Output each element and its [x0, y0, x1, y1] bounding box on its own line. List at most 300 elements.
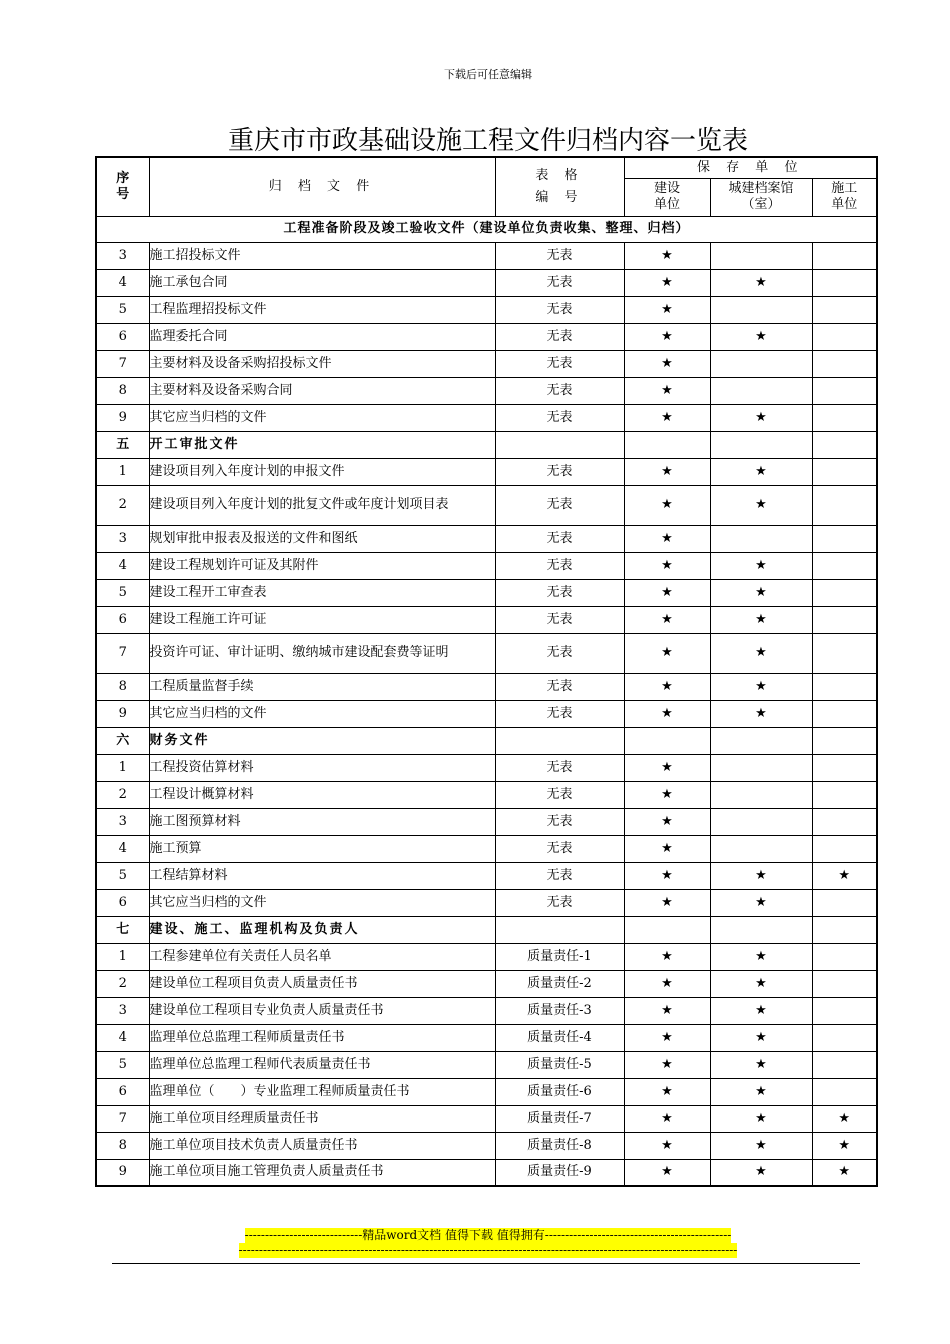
keep-construct-cell — [812, 835, 877, 862]
keep-build-cell — [624, 1024, 710, 1051]
keep-construct-cell — [812, 1159, 877, 1186]
row-form-number: 无表 — [495, 269, 624, 296]
keep-build-cell — [624, 350, 710, 377]
keep-build-cell — [624, 1105, 710, 1132]
star-icon: ★ — [755, 1110, 767, 1126]
row-number: 2 — [96, 970, 149, 997]
row-form-number: 无表 — [495, 323, 624, 350]
section-empty-cell — [624, 916, 710, 943]
keep-archive-cell — [710, 525, 812, 552]
star-icon: ★ — [838, 1110, 851, 1126]
keep-construct-cell — [812, 1078, 877, 1105]
section-empty-cell — [812, 431, 877, 458]
table-row — [96, 1024, 877, 1051]
keep-construct-cell — [812, 943, 877, 970]
keep-construct-cell — [812, 808, 877, 835]
header-keep: 保 存 单 位 — [624, 157, 877, 178]
section-title: 开工审批文件 — [149, 431, 495, 458]
section-title: 建设、施工、监理机构及负责人 — [149, 916, 495, 943]
star-icon: ★ — [661, 530, 673, 546]
keep-build-cell — [624, 1159, 710, 1186]
star-icon: ★ — [661, 948, 673, 964]
keep-build-cell — [624, 269, 710, 296]
star-icon: ★ — [661, 1029, 673, 1045]
row-number: 4 — [96, 269, 149, 296]
keep-archive-cell — [710, 1078, 812, 1105]
table-row — [96, 862, 877, 889]
keep-construct-cell — [812, 458, 877, 485]
keep-archive-cell — [710, 1159, 812, 1186]
row-number: 6 — [96, 889, 149, 916]
keep-archive-cell — [710, 242, 812, 269]
row-number: 1 — [96, 943, 149, 970]
table-row — [96, 350, 877, 377]
keep-build-cell — [624, 579, 710, 606]
bottom-rule — [112, 1263, 860, 1264]
header-seq-1: 序 — [116, 170, 130, 186]
keep-build-cell — [624, 323, 710, 350]
table-row — [96, 552, 877, 579]
star-icon: ★ — [661, 301, 673, 317]
row-number: 9 — [96, 700, 149, 727]
star-icon: ★ — [755, 274, 767, 290]
section-row — [96, 727, 877, 754]
keep-build-cell — [624, 808, 710, 835]
keep-construct-cell — [812, 377, 877, 404]
star-icon: ★ — [661, 759, 673, 775]
keep-build-cell — [624, 781, 710, 808]
row-number: 2 — [96, 781, 149, 808]
table-row — [96, 377, 877, 404]
keep-construct-cell — [812, 1132, 877, 1159]
keep-build-cell — [624, 404, 710, 431]
row-form-number: 质量责任-7 — [495, 1105, 624, 1132]
keep-build-cell — [624, 525, 710, 552]
header-unit-build-2: 单位 — [653, 197, 680, 212]
row-form-number: 无表 — [495, 754, 624, 781]
section-title: 财务文件 — [149, 727, 495, 754]
row-number: 4 — [96, 552, 149, 579]
row-form-number: 无表 — [495, 525, 624, 552]
row-form-number: 无表 — [495, 404, 624, 431]
row-form-number: 无表 — [495, 700, 624, 727]
table-row — [96, 835, 877, 862]
row-number: 3 — [96, 997, 149, 1024]
row-form-number: 质量责任-5 — [495, 1051, 624, 1078]
star-icon: ★ — [661, 840, 673, 856]
keep-build-cell — [624, 377, 710, 404]
keep-build-cell — [624, 1132, 710, 1159]
keep-construct-cell — [812, 781, 877, 808]
row-form-number: 无表 — [495, 606, 624, 633]
row-document: 工程结算材料 — [149, 862, 495, 889]
row-document: 其它应当归档的文件 — [149, 404, 495, 431]
star-icon: ★ — [755, 1029, 767, 1045]
keep-archive-cell — [710, 552, 812, 579]
table-row — [96, 485, 877, 525]
keep-archive-cell — [710, 1051, 812, 1078]
header-form-2: 编 号 — [535, 189, 584, 205]
keep-archive-cell — [710, 269, 812, 296]
header-unit-archive — [710, 178, 812, 216]
section-empty-cell — [624, 431, 710, 458]
star-icon: ★ — [661, 1002, 673, 1018]
section-empty-cell — [710, 916, 812, 943]
star-icon: ★ — [661, 611, 673, 627]
top-note: 下载后可任意编辑 — [444, 68, 532, 81]
row-form-number: 质量责任-2 — [495, 970, 624, 997]
keep-construct-cell — [812, 350, 877, 377]
row-document: 工程参建单位有关责任人员名单 — [149, 943, 495, 970]
star-icon: ★ — [661, 584, 673, 600]
table-row — [96, 242, 877, 269]
table-row — [96, 296, 877, 323]
table-row — [96, 633, 877, 673]
star-icon: ★ — [838, 867, 851, 883]
row-document: 其它应当归档的文件 — [149, 889, 495, 916]
row-document: 施工承包合同 — [149, 269, 495, 296]
star-icon: ★ — [661, 1164, 673, 1180]
row-document: 工程设计概算材料 — [149, 781, 495, 808]
table-row — [96, 943, 877, 970]
row-form-number: 无表 — [495, 458, 624, 485]
keep-build-cell — [624, 552, 710, 579]
section-empty-cell — [710, 431, 812, 458]
keep-archive-cell — [710, 862, 812, 889]
keep-construct-cell — [812, 485, 877, 525]
keep-construct-cell — [812, 889, 877, 916]
table-row — [96, 269, 877, 296]
keep-archive-cell — [710, 808, 812, 835]
table-row — [96, 323, 877, 350]
star-icon: ★ — [755, 705, 767, 721]
star-icon: ★ — [755, 611, 767, 627]
keep-build-cell — [624, 862, 710, 889]
row-document: 投资许可证、审计证明、缴纳城市建设配套费等证明 — [149, 633, 495, 673]
star-icon: ★ — [661, 247, 673, 263]
row-form-number: 无表 — [495, 633, 624, 673]
section-empty-cell — [495, 916, 624, 943]
keep-build-cell — [624, 673, 710, 700]
row-number: 5 — [96, 1051, 149, 1078]
archive-table-body — [96, 157, 877, 1186]
keep-construct-cell — [812, 700, 877, 727]
keep-construct-cell — [812, 323, 877, 350]
row-number: 1 — [96, 458, 149, 485]
table-row — [96, 606, 877, 633]
keep-archive-cell — [710, 997, 812, 1024]
table-row — [96, 458, 877, 485]
star-icon: ★ — [661, 409, 673, 425]
keep-build-cell — [624, 458, 710, 485]
keep-construct-cell — [812, 754, 877, 781]
section-number: 五 — [96, 431, 149, 458]
row-document: 建设项目列入年度计划的申报文件 — [149, 458, 495, 485]
table-row — [96, 700, 877, 727]
table-row — [96, 889, 877, 916]
table-row — [96, 970, 877, 997]
row-form-number: 质量责任-8 — [495, 1132, 624, 1159]
section-row — [96, 916, 877, 943]
row-number: 5 — [96, 862, 149, 889]
row-number: 7 — [96, 350, 149, 377]
star-icon: ★ — [755, 948, 767, 964]
keep-archive-cell — [710, 377, 812, 404]
keep-archive-cell — [710, 296, 812, 323]
row-number: 7 — [96, 633, 149, 673]
row-number: 2 — [96, 485, 149, 525]
row-form-number: 无表 — [495, 242, 624, 269]
keep-construct-cell — [812, 1105, 877, 1132]
table-row — [96, 1078, 877, 1105]
archive-table — [95, 156, 878, 1187]
keep-construct-cell — [812, 970, 877, 997]
star-icon: ★ — [661, 705, 673, 721]
row-form-number: 无表 — [495, 377, 624, 404]
star-icon: ★ — [755, 867, 767, 883]
star-icon: ★ — [755, 645, 767, 660]
table-row — [96, 579, 877, 606]
stage-title: 工程准备阶段及竣工验收文件（建设单位负责收集、整理、归档） — [96, 216, 877, 242]
row-form-number: 无表 — [495, 808, 624, 835]
keep-archive-cell — [710, 970, 812, 997]
keep-construct-cell — [812, 862, 877, 889]
page-title: 重庆市市政基础设施工程文件归档内容一览表 — [227, 126, 748, 156]
keep-build-cell — [624, 970, 710, 997]
header-unit-archive-1: 城建档案馆 — [728, 181, 794, 196]
keep-archive-cell — [710, 673, 812, 700]
star-icon: ★ — [755, 1164, 767, 1180]
row-number: 4 — [96, 1024, 149, 1051]
keep-build-cell — [624, 242, 710, 269]
section-empty-cell — [495, 431, 624, 458]
star-icon: ★ — [755, 1083, 767, 1099]
row-document: 施工单位项目经理质量责任书 — [149, 1105, 495, 1132]
row-form-number: 质量责任-4 — [495, 1024, 624, 1051]
row-form-number: 无表 — [495, 673, 624, 700]
keep-archive-cell — [710, 404, 812, 431]
table-row — [96, 404, 877, 431]
row-document: 建设单位工程项目负责人质量责任书 — [149, 970, 495, 997]
star-icon: ★ — [755, 1137, 767, 1153]
keep-archive-cell — [710, 350, 812, 377]
star-icon: ★ — [755, 497, 767, 512]
keep-archive-cell — [710, 754, 812, 781]
row-document: 施工预算 — [149, 835, 495, 862]
row-form-number: 无表 — [495, 781, 624, 808]
star-icon: ★ — [661, 786, 673, 802]
star-icon: ★ — [661, 328, 673, 344]
row-document: 规划审批申报表及报送的文件和图纸 — [149, 525, 495, 552]
star-icon: ★ — [755, 975, 767, 991]
row-number: 9 — [96, 404, 149, 431]
keep-archive-cell — [710, 943, 812, 970]
row-number: 9 — [96, 1159, 149, 1186]
row-number: 5 — [96, 296, 149, 323]
table-row — [96, 754, 877, 781]
star-icon: ★ — [755, 557, 767, 573]
footer — [0, 1228, 950, 1258]
row-number: 6 — [96, 1078, 149, 1105]
row-number: 3 — [96, 242, 149, 269]
star-icon: ★ — [755, 328, 767, 344]
header-form-1: 表 格 — [535, 167, 584, 183]
keep-archive-cell — [710, 1132, 812, 1159]
footer-line-2: --------------------------------------------------------------------------------------------------------------------------- — [238, 1243, 738, 1257]
header-unit-construct-2: 单位 — [831, 197, 858, 212]
star-icon: ★ — [661, 355, 673, 371]
section-empty-cell — [812, 727, 877, 754]
keep-construct-cell — [812, 404, 877, 431]
keep-build-cell — [624, 1078, 710, 1105]
row-form-number: 无表 — [495, 862, 624, 889]
row-number: 7 — [96, 1105, 149, 1132]
star-icon: ★ — [661, 274, 673, 290]
row-form-number: 无表 — [495, 579, 624, 606]
row-form-number: 无表 — [495, 835, 624, 862]
star-icon: ★ — [838, 1137, 851, 1153]
star-icon: ★ — [661, 382, 673, 398]
header-seq-2: 号 — [116, 186, 130, 202]
keep-construct-cell — [812, 673, 877, 700]
table-row — [96, 673, 877, 700]
table-row — [96, 525, 877, 552]
keep-build-cell — [624, 1051, 710, 1078]
star-icon: ★ — [838, 1164, 851, 1180]
section-empty-cell — [495, 727, 624, 754]
star-icon: ★ — [755, 463, 767, 479]
row-document: 工程质量监督手续 — [149, 673, 495, 700]
row-document: 建设工程开工审查表 — [149, 579, 495, 606]
row-document: 监理单位（ ）专业监理工程师质量责任书 — [149, 1078, 495, 1105]
keep-archive-cell — [710, 889, 812, 916]
keep-archive-cell — [710, 1105, 812, 1132]
keep-build-cell — [624, 943, 710, 970]
star-icon: ★ — [755, 1056, 767, 1072]
row-form-number: 无表 — [495, 552, 624, 579]
row-document: 其它应当归档的文件 — [149, 700, 495, 727]
section-empty-cell — [812, 916, 877, 943]
star-icon: ★ — [661, 1056, 673, 1072]
keep-construct-cell — [812, 552, 877, 579]
row-form-number: 质量责任-1 — [495, 943, 624, 970]
row-document: 监理委托合同 — [149, 323, 495, 350]
row-number: 6 — [96, 323, 149, 350]
keep-archive-cell — [710, 458, 812, 485]
keep-archive-cell — [710, 835, 812, 862]
keep-construct-cell — [812, 525, 877, 552]
table-row — [96, 808, 877, 835]
header-form — [495, 157, 624, 216]
row-document: 工程监理招投标文件 — [149, 296, 495, 323]
row-number: 8 — [96, 1132, 149, 1159]
keep-build-cell — [624, 997, 710, 1024]
header-unit-build — [624, 178, 710, 216]
row-number: 6 — [96, 606, 149, 633]
keep-construct-cell — [812, 579, 877, 606]
star-icon: ★ — [661, 894, 673, 910]
star-icon: ★ — [755, 894, 767, 910]
table-row — [96, 1159, 877, 1186]
star-icon: ★ — [661, 678, 673, 694]
star-icon: ★ — [755, 1002, 767, 1018]
row-document: 主要材料及设备采购合同 — [149, 377, 495, 404]
keep-archive-cell — [710, 700, 812, 727]
star-icon: ★ — [661, 497, 673, 512]
keep-build-cell — [624, 633, 710, 673]
row-document: 建设项目列入年度计划的批复文件或年度计划项目表 — [149, 485, 495, 525]
table-row — [96, 781, 877, 808]
header-doc: 归 档 文 件 — [149, 157, 495, 216]
stage-row — [96, 216, 877, 242]
keep-archive-cell — [710, 606, 812, 633]
row-form-number: 无表 — [495, 296, 624, 323]
row-document: 主要材料及设备采购招投标文件 — [149, 350, 495, 377]
keep-archive-cell — [710, 579, 812, 606]
row-number: 3 — [96, 525, 149, 552]
keep-construct-cell — [812, 269, 877, 296]
keep-construct-cell — [812, 1051, 877, 1078]
row-number: 4 — [96, 835, 149, 862]
row-document: 施工单位项目施工管理负责人质量责任书 — [149, 1159, 495, 1186]
row-form-number: 质量责任-6 — [495, 1078, 624, 1105]
section-number: 七 — [96, 916, 149, 943]
header-row-top — [96, 157, 877, 178]
row-number: 1 — [96, 754, 149, 781]
star-icon: ★ — [755, 678, 767, 694]
star-icon: ★ — [755, 409, 767, 425]
header-unit-archive-2: （室） — [741, 197, 781, 212]
row-form-number: 无表 — [495, 485, 624, 525]
header-unit-build-1: 建设 — [653, 181, 680, 196]
row-document: 施工招投标文件 — [149, 242, 495, 269]
keep-archive-cell — [710, 485, 812, 525]
keep-construct-cell — [812, 1024, 877, 1051]
star-icon: ★ — [661, 975, 673, 991]
row-form-number: 质量责任-3 — [495, 997, 624, 1024]
table-row — [96, 1051, 877, 1078]
star-icon: ★ — [661, 1137, 673, 1153]
keep-build-cell — [624, 700, 710, 727]
row-form-number: 无表 — [495, 889, 624, 916]
row-document: 建设工程规划许可证及其附件 — [149, 552, 495, 579]
row-number: 3 — [96, 808, 149, 835]
keep-build-cell — [624, 754, 710, 781]
row-number: 8 — [96, 377, 149, 404]
row-form-number: 无表 — [495, 350, 624, 377]
keep-archive-cell — [710, 633, 812, 673]
star-icon: ★ — [755, 584, 767, 600]
row-document: 建设工程施工许可证 — [149, 606, 495, 633]
keep-archive-cell — [710, 1024, 812, 1051]
row-number: 8 — [96, 673, 149, 700]
keep-build-cell — [624, 606, 710, 633]
star-icon: ★ — [661, 1083, 673, 1099]
star-icon: ★ — [661, 557, 673, 573]
keep-archive-cell — [710, 323, 812, 350]
row-number: 5 — [96, 579, 149, 606]
header-unit-construct-1: 施工 — [831, 181, 858, 196]
keep-build-cell — [624, 485, 710, 525]
keep-build-cell — [624, 296, 710, 323]
row-document: 施工单位项目技术负责人质量责任书 — [149, 1132, 495, 1159]
keep-construct-cell — [812, 296, 877, 323]
footer-line-1: -----------------------------精品word文档 值得下载 值得拥有---------------------------------------------- — [244, 1228, 732, 1242]
star-icon: ★ — [661, 1110, 673, 1126]
row-document: 工程投资估算材料 — [149, 754, 495, 781]
keep-build-cell — [624, 889, 710, 916]
section-empty-cell — [624, 727, 710, 754]
